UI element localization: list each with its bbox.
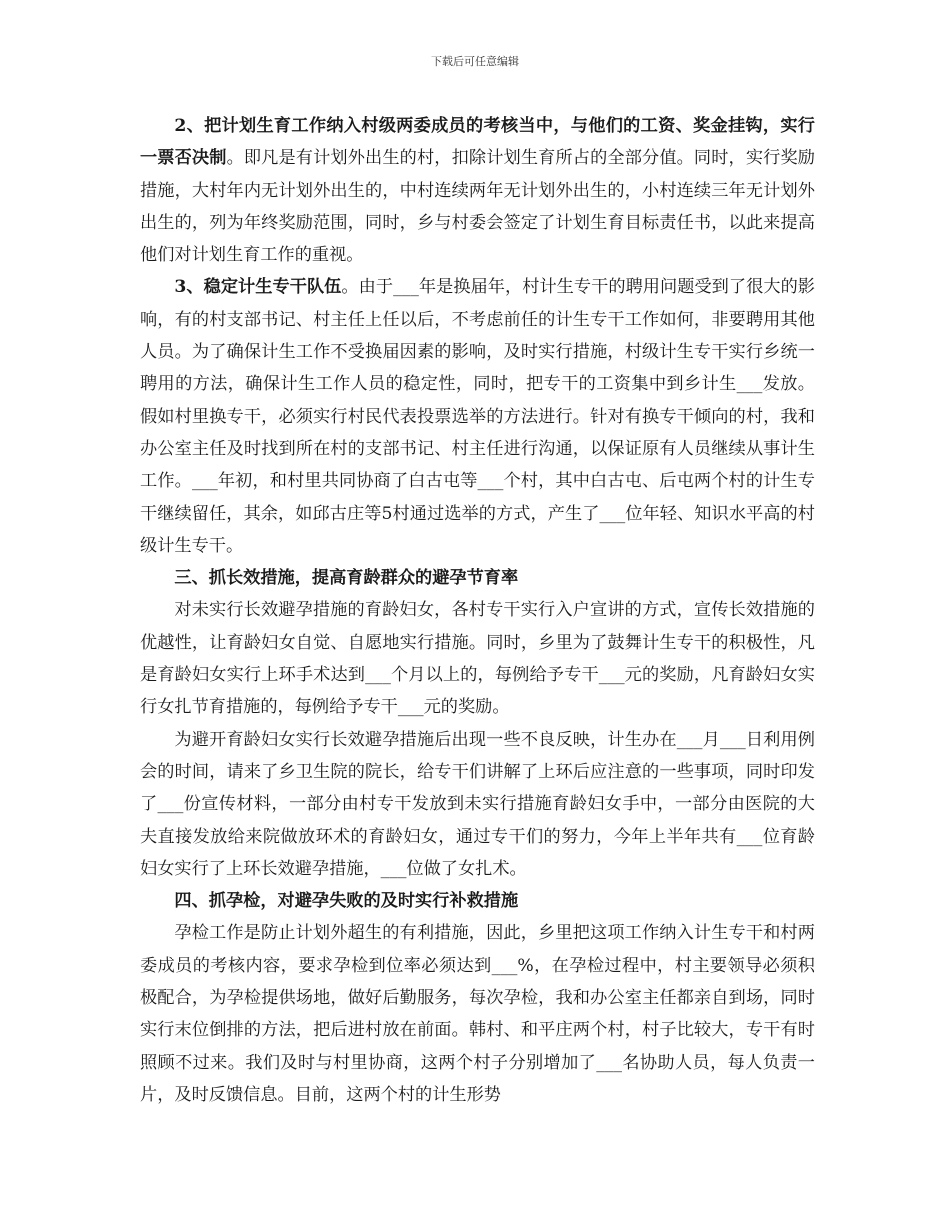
paragraph-lead: 2、把计划生育工作纳入村级两委成员的考核当中，与他们的工资、奖金挂钩，实行一票否决制: [140, 116, 815, 169]
paragraph-adverse-reactions: 为避开育龄妇女实行长效避孕措施后出现一些不良反映，计生办在___月___日利用例会的时间，请来了乡卫生院的院长，给专干们讲解了上环后应注意的一些事项，同时印发了___份宣传材料，一部分由村专干发放到未实行措施育龄妇女手中，一部分由医院的大夫直接发放给来院做放环术的育龄妇女，通过专干们的努力，今年上半年共有___位育龄妇女实行了上环长效避孕措施，___位做了女扎术。: [140, 729, 815, 879]
paragraph-home-visits: 对未实行长效避孕措施的育龄妇女，各村专干实行入户宣讲的方式，宣传长效措施的优越性，让育龄妇女自觉、自愿地实行措施。同时，乡里为了鼓舞计生专干的积极性，凡是育龄妇女实行上环手术达到___个月以上的，每例给予专干___元的奖励，凡育龄妇女实行女扎节育措施的，每例给予专干___元的奖励。: [140, 600, 815, 718]
paragraph-text: 。由于___年是换届年，村计生专干的聘用问题受到了很大的影响，有的村支部书记、村主任上任以后，不考虑前任的计生专干工作如何，非要聘用其他人员。为了确保计生工作不受换届因素的影响，及时实行措施，村级计生专干实行乡统一聘用的方法，确保计生工作人员的稳定性，同时，把专干的工资集中到乡计生___发放。假如村里换专干，必须实行村民代表投票选举的方法进行。针对有换专干倾向的村，我和办公室主任及时找到所在村的支部书记、村主任进行沟通，以保证原有人员继续从事计生工作。___年初，和村里共同协商了白古屯等___个村，其中白古屯、后屯两个村的计生专干继续留任，其余，如邱古庄等5村通过选举的方式，产生了___位年轻、知识水平高的村级计生专干。: [140, 277, 815, 556]
paragraph-lead: 3、稳定计生专干队伍: [174, 277, 342, 298]
paragraph-pregnancy-checks: 孕检工作是防止计划外超生的有利措施，因此，乡里把这项工作纳入计生专干和村两委成员的考核内容，要求孕检到位率必须达到___%，在孕检过程中，村主要领导必须积极配合，为孕检提供场地，做好后勤服务，每次孕检，我和办公室主任都亲自到场，同时实行末位倒排的方法，把后进村放在前面。韩村、和平庄两个村，村子比较大，专干有时照顾不过来。我们及时与村里协商，这两个村子分别增加了___名协助人员，每人负责一片，及时反馈信息。目前，这两个村的计生形势: [140, 923, 815, 1105]
section-heading-pregnancy-checks: 四、抓孕检，对避孕失败的及时实行补救措施: [174, 891, 519, 912]
document-body: [140, 110, 815, 1111]
paragraph-staff-stability: [140, 271, 815, 562]
paragraph-text: 。即凡是有计划外出生的村，扣除计划生育所占的全部分值。同时，实行奖励措施，大村年内无计划外出生的，中村连续两年无计划外出生的，小村连续三年无计划外出生的，列为年终奖励范围，同时，乡与村委会签定了计划生育目标责任书，以此来提高他们对计划生育工作的重视。: [140, 148, 815, 266]
paragraph-assessment: [140, 110, 815, 271]
page-header: 下载后可任意编辑: [431, 55, 519, 68]
section-heading-long-term-measures: 三、抓长效措施，提高育龄群众的避孕节育率: [174, 568, 519, 589]
